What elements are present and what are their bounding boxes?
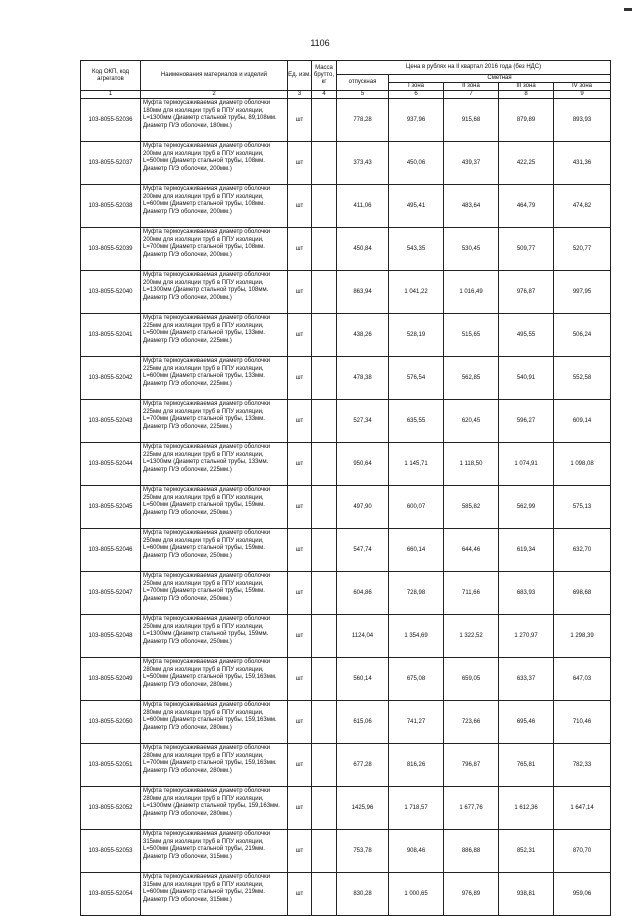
header-zone3: III зона [499, 83, 554, 91]
price-zone3: 879,89 [499, 99, 554, 142]
price-zone1: 1 145,71 [389, 443, 444, 486]
item-unit: шт [288, 701, 312, 744]
item-mass [312, 572, 337, 615]
item-mass [312, 486, 337, 529]
price-zone4: 647,03 [554, 658, 611, 701]
price-release: 950,64 [337, 443, 389, 486]
item-mass [312, 228, 337, 271]
price-zone4: 474,82 [554, 185, 611, 228]
item-unit: шт [288, 314, 312, 357]
item-mass [312, 873, 337, 916]
price-zone2: 483,64 [444, 185, 499, 228]
price-zone3: 509,77 [499, 228, 554, 271]
item-mass [312, 443, 337, 486]
price-zone2: 1 677,76 [444, 787, 499, 830]
price-zone2: 1 322,52 [444, 615, 499, 658]
item-mass [312, 615, 337, 658]
price-zone3: 422,25 [499, 142, 554, 185]
item-mass [312, 400, 337, 443]
item-name: Муфта термоусаживаемая диаметр оболочки 200мм для изоляции труб в ППУ изоляции, L=1300мм (Диаметр стальной трубы, 108мм. Диаметр П/Э оболочки, 200мм.) [141, 271, 288, 314]
item-mass [312, 314, 337, 357]
item-name: Муфта термоусаживаемая диаметр оболочки 315мм для изоляции труб в ППУ изоляции, L=500мм (Диаметр стальной трубы, 219мм. Диаметр П/Э оболочки, 315мм.) [141, 830, 288, 873]
price-zone3: 852,31 [499, 830, 554, 873]
item-code: 103-8055-52039 [81, 228, 141, 271]
price-zone3: 695,46 [499, 701, 554, 744]
item-code: 103-8055-52050 [81, 701, 141, 744]
column-number-row [81, 91, 611, 99]
item-name: Муфта термоусаживаемая диаметр оболочки 200мм для изоляции труб в ППУ изоляции, L=700мм (Диаметр стальной трубы, 108мм. Диаметр П/Э оболочки, 200мм.) [141, 228, 288, 271]
table-row [81, 271, 611, 314]
price-zone2: 585,82 [444, 486, 499, 529]
table-row [81, 787, 611, 830]
item-code: 103-8055-52042 [81, 357, 141, 400]
item-unit: шт [288, 228, 312, 271]
price-zone4: 431,36 [554, 142, 611, 185]
price-zone1: 576,54 [389, 357, 444, 400]
column-number: 5 [337, 91, 389, 99]
table-row [81, 873, 611, 916]
price-zone2: 723,66 [444, 701, 499, 744]
column-number: 7 [444, 91, 499, 99]
item-unit: шт [288, 830, 312, 873]
price-zone1: 543,35 [389, 228, 444, 271]
price-release: 411,06 [337, 185, 389, 228]
price-zone1: 635,55 [389, 400, 444, 443]
column-number: 2 [141, 91, 288, 99]
item-code: 103-8055-52054 [81, 873, 141, 916]
price-zone4: 1 298,39 [554, 615, 611, 658]
column-number: 1 [81, 91, 141, 99]
item-unit: шт [288, 658, 312, 701]
price-zone4: 609,14 [554, 400, 611, 443]
price-release: 677,28 [337, 744, 389, 787]
item-code: 103-8055-52053 [81, 830, 141, 873]
item-name: Муфта термоусаживаемая диаметр оболочки 225мм для изоляции труб в ППУ изоляции, L=700мм (Диаметр стальной трубы, 133мм. Диаметр П/Э оболочки, 225мм.) [141, 400, 288, 443]
table-row [81, 357, 611, 400]
price-zone4: 893,93 [554, 99, 611, 142]
price-zone1: 660,14 [389, 529, 444, 572]
price-zone3: 596,27 [499, 400, 554, 443]
price-zone1: 675,08 [389, 658, 444, 701]
item-code: 103-8055-52045 [81, 486, 141, 529]
item-unit: шт [288, 185, 312, 228]
column-number: 9 [554, 91, 611, 99]
item-mass [312, 142, 337, 185]
item-mass [312, 658, 337, 701]
price-release: 753,78 [337, 830, 389, 873]
price-zone3: 1 074,91 [499, 443, 554, 486]
price-zone3: 976,87 [499, 271, 554, 314]
item-name: Муфта термоусаживаемая диаметр оболочки 225мм для изоляции труб в ППУ изоляции, L=500мм (Диаметр стальной трубы, 133мм. Диаметр П/Э оболочки, 225мм.) [141, 314, 288, 357]
price-release: 497,90 [337, 486, 389, 529]
header-zone4: IV зона [554, 83, 611, 91]
price-release: 604,86 [337, 572, 389, 615]
price-zone1: 450,06 [389, 142, 444, 185]
price-zone3: 633,37 [499, 658, 554, 701]
price-zone1: 816,26 [389, 744, 444, 787]
header-name: Наименования материалов и изделий [141, 61, 288, 91]
price-table [80, 60, 611, 916]
price-zone2: 530,45 [444, 228, 499, 271]
table-row [81, 400, 611, 443]
price-zone1: 528,19 [389, 314, 444, 357]
table-row [81, 99, 611, 142]
price-zone2: 515,65 [444, 314, 499, 357]
item-unit: шт [288, 142, 312, 185]
item-unit: шт [288, 744, 312, 787]
price-zone2: 886,88 [444, 830, 499, 873]
price-zone3: 765,81 [499, 744, 554, 787]
price-zone4: 1 098,08 [554, 443, 611, 486]
price-release: 615,06 [337, 701, 389, 744]
table-row [81, 314, 611, 357]
item-mass [312, 99, 337, 142]
item-mass [312, 744, 337, 787]
price-release: 478,38 [337, 357, 389, 400]
price-release: 1425,96 [337, 787, 389, 830]
price-release: 547,74 [337, 529, 389, 572]
price-zone3: 495,55 [499, 314, 554, 357]
item-code: 103-8055-52052 [81, 787, 141, 830]
price-zone3: 464,79 [499, 185, 554, 228]
header-unit: Ед. изм. [288, 61, 312, 91]
price-zone2: 659,05 [444, 658, 499, 701]
item-unit: шт [288, 529, 312, 572]
item-unit: шт [288, 486, 312, 529]
price-release: 527,34 [337, 400, 389, 443]
price-release: 863,94 [337, 271, 389, 314]
price-zone2: 620,45 [444, 400, 499, 443]
price-zone4: 782,33 [554, 744, 611, 787]
price-zone4: 632,70 [554, 529, 611, 572]
price-zone4: 870,70 [554, 830, 611, 873]
price-zone3: 562,99 [499, 486, 554, 529]
price-zone3: 938,81 [499, 873, 554, 916]
table-row [81, 572, 611, 615]
price-zone4: 997,95 [554, 271, 611, 314]
table-row [81, 701, 611, 744]
price-zone1: 1 354,69 [389, 615, 444, 658]
price-zone2: 976,89 [444, 873, 499, 916]
price-zone2: 562,85 [444, 357, 499, 400]
table-row [81, 744, 611, 787]
item-name: Муфта термоусаживаемая диаметр оболочки 280мм для изоляции труб в ППУ изоляции, L=1300мм (Диаметр стальной трубы, 159,163мм. Диаметр П/Э оболочки, 280мм.) [141, 787, 288, 830]
price-zone1: 1 041,22 [389, 271, 444, 314]
price-zone4: 1 647,14 [554, 787, 611, 830]
column-number: 8 [499, 91, 554, 99]
price-zone2: 644,46 [444, 529, 499, 572]
price-zone3: 540,91 [499, 357, 554, 400]
item-unit: шт [288, 615, 312, 658]
price-zone2: 796,87 [444, 744, 499, 787]
item-unit: шт [288, 572, 312, 615]
item-unit: шт [288, 873, 312, 916]
item-unit: шт [288, 443, 312, 486]
table-row [81, 486, 611, 529]
header-zone2: II зона [444, 83, 499, 91]
price-zone4: 506,24 [554, 314, 611, 357]
table-row [81, 615, 611, 658]
column-number: 6 [389, 91, 444, 99]
item-mass [312, 830, 337, 873]
item-name: Муфта термоусаживаемая диаметр оболочки 250мм для изоляции труб в ППУ изоляции, L=700мм (Диаметр стальной трубы, 159мм. Диаметр П/Э оболочки, 250мм.) [141, 572, 288, 615]
item-code: 103-8055-52038 [81, 185, 141, 228]
price-zone2: 1 016,49 [444, 271, 499, 314]
item-unit: шт [288, 271, 312, 314]
table-row [81, 830, 611, 873]
item-mass [312, 529, 337, 572]
price-zone3: 1 612,36 [499, 787, 554, 830]
scan-corner-mark [624, 8, 632, 11]
item-code: 103-8055-52036 [81, 99, 141, 142]
table-row [81, 185, 611, 228]
price-zone4: 520,77 [554, 228, 611, 271]
item-code: 103-8055-52044 [81, 443, 141, 486]
item-code: 103-8055-52049 [81, 658, 141, 701]
price-zone1: 1 718,57 [389, 787, 444, 830]
header-mass: Масса брутто, кг [312, 61, 337, 91]
item-code: 103-8055-52037 [81, 142, 141, 185]
item-name: Муфта термоусаживаемая диаметр оболочки 250мм для изоляции труб в ППУ изоляции, L=600мм (Диаметр стальной трубы, 159мм. Диаметр П/Э оболочки, 250мм.) [141, 529, 288, 572]
price-zone1: 1 000,65 [389, 873, 444, 916]
price-zone4: 698,68 [554, 572, 611, 615]
table-row [81, 658, 611, 701]
price-zone4: 552,58 [554, 357, 611, 400]
item-name: Муфта термоусаживаемая диаметр оболочки 200мм для изоляции труб в ППУ изоляции, L=500мм (Диаметр стальной трубы, 108мм. Диаметр П/Э оболочки, 200мм.) [141, 142, 288, 185]
header-release: отпускная [337, 75, 389, 91]
price-zone2: 711,66 [444, 572, 499, 615]
item-name: Муфта термоусаживаемая диаметр оболочки 250мм для изоляции труб в ППУ изоляции, L=500мм (Диаметр стальной трубы, 159мм. Диаметр П/Э оболочки, 250мм.) [141, 486, 288, 529]
item-name: Муфта термоусаживаемая диаметр оболочки 180мм для изоляции труб в ППУ изоляции, L=1300мм (Диаметр стальной трубы, 89,108мм. Диаметр П/Э оболочки, 180мм.) [141, 99, 288, 142]
table-row [81, 142, 611, 185]
column-number: 3 [288, 91, 312, 99]
price-zone1: 728,98 [389, 572, 444, 615]
price-release: 373,43 [337, 142, 389, 185]
item-name: Муфта термоусаживаемая диаметр оболочки 280мм для изоляции труб в ППУ изоляции, L=600мм (Диаметр стальной трубы, 159,163мм. Диаметр П/Э оболочки, 280мм.) [141, 701, 288, 744]
item-mass [312, 271, 337, 314]
item-mass [312, 701, 337, 744]
table-row [81, 443, 611, 486]
price-zone2: 1 118,50 [444, 443, 499, 486]
item-name: Муфта термоусаживаемая диаметр оболочки 280мм для изоляции труб в ППУ изоляции, L=500мм (Диаметр стальной трубы, 159,163мм. Диаметр П/Э оболочки, 280мм.) [141, 658, 288, 701]
header-code: Код ОКП, код агрегатов [81, 61, 141, 91]
price-zone2: 915,68 [444, 99, 499, 142]
item-code: 103-8055-52048 [81, 615, 141, 658]
item-unit: шт [288, 400, 312, 443]
header-price-title: Цена в рублях на II квартал 2016 года (без НДС) [337, 61, 611, 75]
item-name: Муфта термоусаживаемая диаметр оболочки 250мм для изоляции труб в ППУ изоляции, L=1300мм (Диаметр стальной трубы, 159мм. Диаметр П/Э оболочки, 250мм.) [141, 615, 288, 658]
item-name: Муфта термоусаживаемая диаметр оболочки 280мм для изоляции труб в ППУ изоляции, L=700мм (Диаметр стальной трубы, 159,163мм. Диаметр П/Э оболочки, 280мм.) [141, 744, 288, 787]
price-zone1: 937,96 [389, 99, 444, 142]
column-number: 4 [312, 91, 337, 99]
table-row [81, 529, 611, 572]
price-release: 560,14 [337, 658, 389, 701]
header-estimate: Сметная [389, 75, 611, 83]
price-release: 1124,04 [337, 615, 389, 658]
price-zone1: 908,46 [389, 830, 444, 873]
price-zone4: 710,46 [554, 701, 611, 744]
item-code: 103-8055-52046 [81, 529, 141, 572]
price-zone2: 439,37 [444, 142, 499, 185]
price-zone1: 495,41 [389, 185, 444, 228]
item-code: 103-8055-52051 [81, 744, 141, 787]
item-code: 103-8055-52040 [81, 271, 141, 314]
item-unit: шт [288, 357, 312, 400]
price-zone3: 619,34 [499, 529, 554, 572]
item-code: 103-8055-52047 [81, 572, 141, 615]
table-row [81, 228, 611, 271]
price-release: 450,84 [337, 228, 389, 271]
price-release: 438,26 [337, 314, 389, 357]
item-name: Муфта термоусаживаемая диаметр оболочки 200мм для изоляции труб в ППУ изоляции, L=600мм (Диаметр стальной трубы, 108мм. Диаметр П/Э оболочки, 200мм.) [141, 185, 288, 228]
price-zone1: 600,07 [389, 486, 444, 529]
page-number: 1106 [310, 38, 330, 48]
item-unit: шт [288, 99, 312, 142]
price-zone1: 741,27 [389, 701, 444, 744]
price-zone3: 683,93 [499, 572, 554, 615]
item-code: 103-8055-52041 [81, 314, 141, 357]
item-name: Муфта термоусаживаемая диаметр оболочки 315мм для изоляции труб в ППУ изоляции, L=600мм (Диаметр стальной трубы, 219мм. Диаметр П/Э оболочки, 315мм.) [141, 873, 288, 916]
item-mass [312, 185, 337, 228]
price-release: 778,28 [337, 99, 389, 142]
price-zone3: 1 270,97 [499, 615, 554, 658]
item-mass [312, 787, 337, 830]
item-unit: шт [288, 787, 312, 830]
item-mass [312, 357, 337, 400]
item-name: Муфта термоусаживаемая диаметр оболочки 225мм для изоляции труб в ППУ изоляции, L=1300мм (Диаметр стальной трубы, 133мм. Диаметр П/Э оболочки, 225мм.) [141, 443, 288, 486]
price-zone4: 575,13 [554, 486, 611, 529]
item-name: Муфта термоусаживаемая диаметр оболочки 225мм для изоляции труб в ППУ изоляции, L=600мм (Диаметр стальной трубы, 133мм. Диаметр П/Э оболочки, 225мм.) [141, 357, 288, 400]
price-release: 830,28 [337, 873, 389, 916]
price-zone4: 959,06 [554, 873, 611, 916]
item-code: 103-8055-52043 [81, 400, 141, 443]
header-zone1: I зона [389, 83, 444, 91]
